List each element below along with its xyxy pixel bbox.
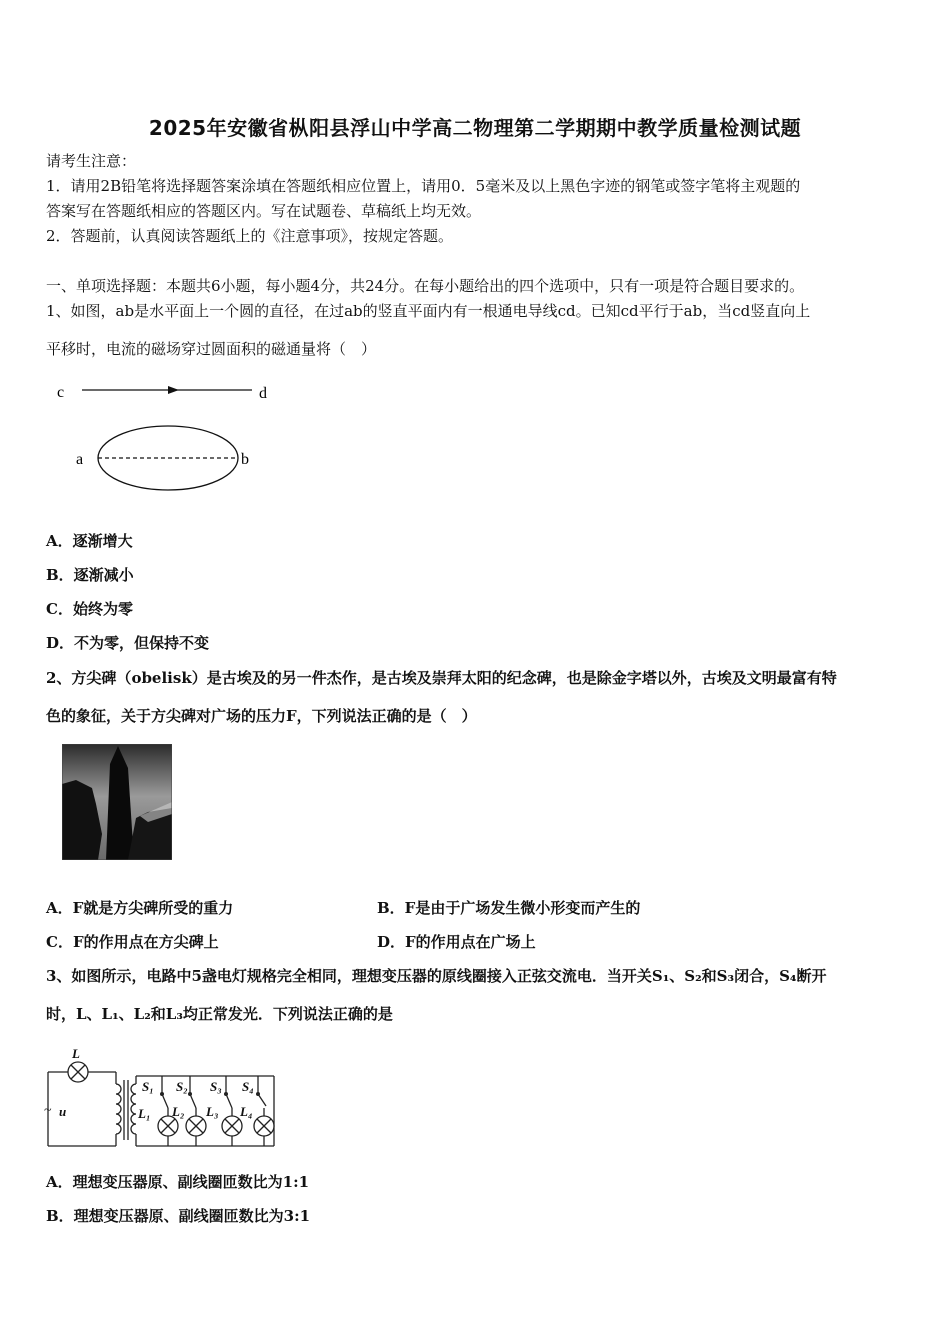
notice-item-2: 2．答题前，认真阅读答题纸上的《注意事项》，按规定答题。 (46, 227, 454, 245)
label-s1: S₁ (142, 1079, 154, 1094)
notice-heading: 请考生注意： (46, 152, 137, 170)
q2-option-d: D．F的作用点在广场上 (377, 933, 536, 951)
section-heading: 一、单项选择题：本题共6小题，每小题4分，共24分。在每小题给出的四个选项中，只有一项是符合题目要求的。 (46, 277, 805, 295)
q2-option-a: A．F就是方尖碑所受的重力 (46, 899, 234, 917)
q3-stem-line2: 时，L、L₁、L₂和L₃均正常发光．下列说法正确的是 (46, 1005, 393, 1023)
q3-circuit-diagram (40, 1044, 290, 1154)
q3-stem-line1: 3、如图所示，电路中5盏电灯规格完全相同，理想变压器的原线圈接入正弦交流电．当开关S₁、S₂和S₃闭合，S₄断开 (46, 967, 827, 985)
q1-figure (46, 372, 286, 502)
q1-option-d: D．不为零，但保持不变 (46, 634, 210, 652)
label-s4: S₄ (242, 1079, 254, 1094)
q1-option-c: C．始终为零 (46, 600, 133, 618)
label-l3: L₃ (206, 1104, 219, 1119)
q1-label-d: d (259, 385, 267, 402)
label-u: u (59, 1104, 67, 1119)
q1-current-arrow (168, 386, 179, 394)
q1-label-b: b (241, 451, 249, 468)
ac-source-icon: ~ (44, 1103, 52, 1118)
q1-option-a: A．逐渐增大 (46, 532, 133, 550)
label-s3: S₃ (210, 1079, 222, 1094)
lamp-l1 (158, 1116, 178, 1136)
lamp-l4 (254, 1116, 274, 1136)
label-s2: S₂ (176, 1079, 188, 1094)
notice-item-1b: 答案写在答题纸相应的答题区内。写在试题卷、草稿纸上均无效。 (46, 202, 482, 220)
q2-stem-line2: 色的象征，关于方尖碑对广场的压力F，下列说法正确的是（ ） (46, 707, 477, 725)
q1-option-b: B．逐渐减小 (46, 566, 134, 584)
q2-stem-line1: 2、方尖碑（obelisk）是古埃及的另一件杰作，是古埃及崇拜太阳的纪念碑，也是除金字塔以外，古埃及文明最富有特 (46, 669, 837, 687)
q2-option-b: B．F是由于广场发生微小形变而产生的 (377, 899, 641, 917)
label-l4: L₄ (240, 1104, 253, 1119)
q1-stem-line2: 平移时，电流的磁场穿过圆面积的磁通量将（ ） (46, 340, 377, 358)
label-l2: L₂ (172, 1104, 185, 1119)
q3-option-a: A．理想变压器原、副线圈匝数比为1:1 (46, 1173, 310, 1191)
lamp-l (68, 1062, 88, 1082)
label-l1: L₁ (138, 1106, 151, 1121)
q1-stem-line1: 1、如图，ab是水平面上一个圆的直径，在过ab的竖直平面内有一根通电导线cd。已知cd平行于ab，当cd竖直向上 (46, 302, 811, 320)
label-l: L (72, 1046, 80, 1061)
q2-option-c: C．F的作用点在方尖碑上 (46, 933, 219, 951)
lamp-l2 (186, 1116, 206, 1136)
q3-option-b: B．理想变压器原、副线圈匝数比为3:1 (46, 1207, 311, 1225)
q1-label-a: a (76, 451, 84, 468)
lamp-l3 (222, 1116, 242, 1136)
obelisk-photo (62, 744, 172, 860)
notice-item-1a: 1．请用2B铅笔将选择题答案涂填在答题纸相应位置上，请用0．5毫米及以上黑色字迹的钢笔或签字笔将主观题的 (46, 177, 801, 195)
q1-label-c: c (57, 384, 65, 401)
exam-title: 2025年安徽省枞阳县浮山中学高二物理第二学期期中教学质量检测试题 (148, 116, 802, 140)
